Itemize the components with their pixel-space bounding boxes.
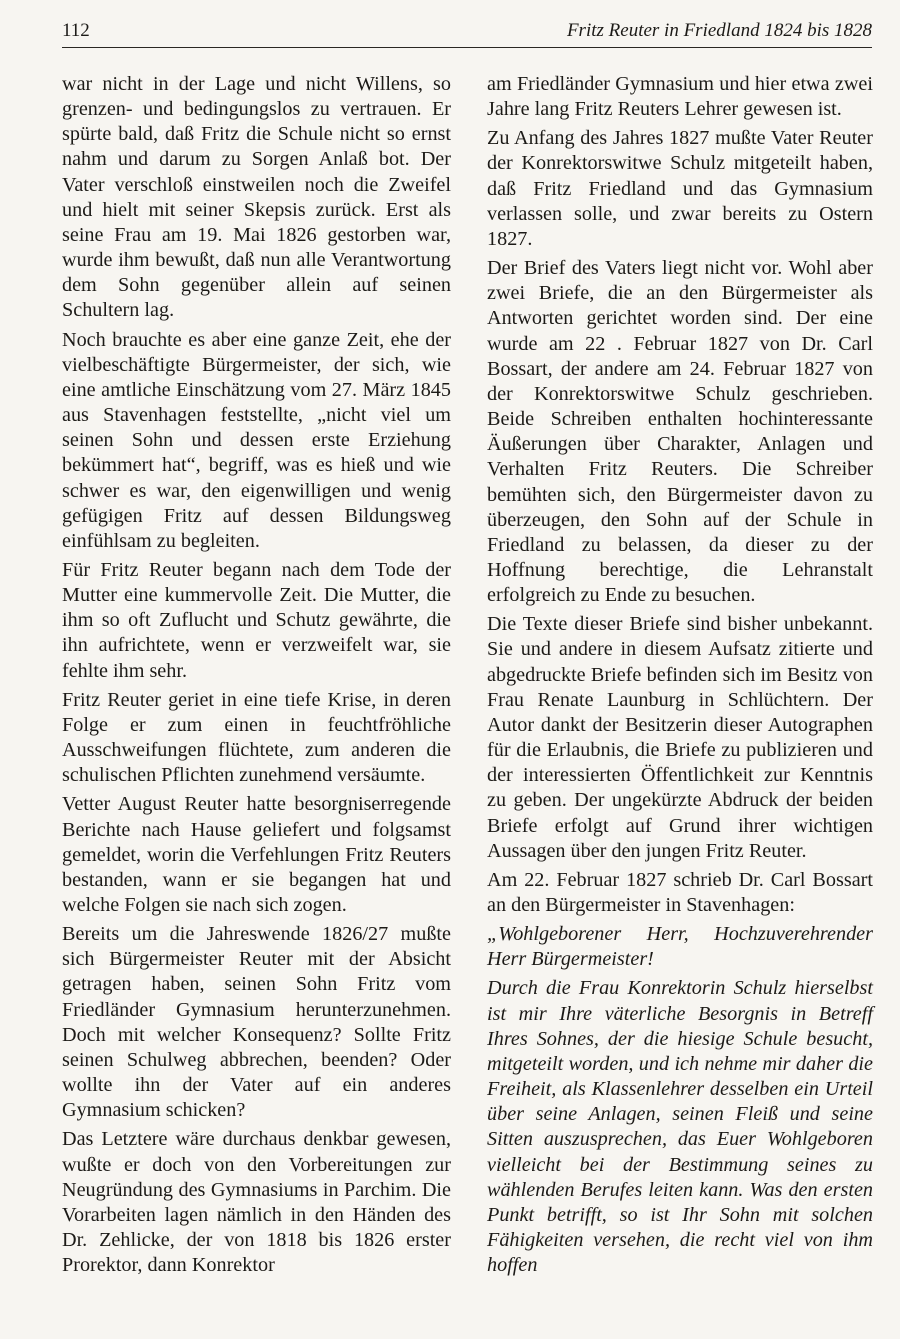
paragraph: Bereits um die Jahreswende 1826/27 mußte sich Bürgermeister Reuter mit der Absicht getragen haben, seinen Sohn Fritz vom Friedländer Gymnasium herunterzunehmen. Doch mit welcher Konsequenz? Sollte Fritz seinen Schulweg abbrechen, beenden? Oder wollte ihn der Vater auf ein anderes Gymnasium schicken? bbox=[62, 923, 451, 1122]
paragraph: am Friedländer Gymnasium und hier etwa zwei Jahre lang Fritz Reuters Lehrer gewesen ist. bbox=[487, 73, 873, 121]
paragraph: Für Fritz Reuter begann nach dem Tode der Mutter eine kummervolle Zeit. Die Mutter, die ihm so oft Zuflucht und Schutz gewährte, die ihn aufrichtete, wenn er verzweifelt war, sie fehlte ihm sehr. bbox=[62, 558, 451, 682]
paragraph: Vetter August Reuter hatte besorgniserregende Berichte nach Hause geliefert und folgsamst gemeldet, worin die Verfehlungen Fritz Reuters bestanden, wann er sie begangen hat und welche Folgen sie nach sich zogen. bbox=[62, 793, 451, 916]
paragraph: war nicht in der Lage und nicht Willens, so grenzen- und bedingungslos zu vertrauen. Er spürte bald, daß Fritz die Schule nicht so ernst nahm und darum zu Sorgen Anlaß bot. Der Vater verschloß einstweilen noch die Zweifel und hielt mit seiner Skepsis zurück. Erst als seine Frau am 19. Mai 1826 gestorben war, wurde ihm bewußt, daß nun alle Verantwortung dem Sohn gegenüber allein auf seinen Schultern lag. bbox=[62, 73, 451, 322]
paragraph: Fritz Reuter geriet in eine tiefe Krise, in deren Folge er zum einen in feuchtfröhliche Ausschweifungen flüchtete, zum anderen die schulischen Pflichten zunehmend versäumte. bbox=[62, 688, 451, 787]
paragraph: Noch brauchte es aber eine ganze Zeit, ehe der vielbeschäftigte Bürgermeister, der sich, wie eine amtliche Einschätzung vom 27. März 1845 aus Stavenhagen feststellte, „nicht viel um seinen Sohn und dessen erste Erziehung bekümmert hat“, begriff, was es hieß und wie schwer es war, den eigenwilligen und wenig gefügigen Fritz auf dessen Bildungsweg einfühlsam zu begleiten. bbox=[62, 328, 451, 552]
paragraph: Der Brief des Vaters liegt nicht vor. Wohl aber zwei Briefe, die an den Bürgermeister als Antworten gerichtet worden sind. Der eine wurde am 22 . Februar 1827 von Dr. Carl Bossart, der andere am 24. Februar 1827 von der Konrektorswitwe Schulz geschrieben. Beide Schreiben enthalten hochinteressante Äußerungen über Charakter, Anlagen und Verhalten Fritz Reuters. Die Schreiber bemühten sich, den Bürgermeister davon zu überzeugen, den Sohn auf der Schule in Friedland zu belassen, da dieser zu der Hoffnung berechtige, die Lehranstalt erfolgreich zu Ende zu besuchen. bbox=[487, 257, 873, 607]
paragraph: Die Texte dieser Briefe sind bisher unbekannt. Sie und andere in diesem Aufsatz zitierte und abgedruckte Briefe befinden sich im Besitz von Frau Renate Launburg in Schlüchtern. Der Autor dankt der Besitzerin dieser Autographen für die Erlaubnis, die Briefe zu publizieren und der interessierten Öffentlichkeit zur Kenntnis zu geben. Der ungekürzte Abdruck der beiden Briefe erfolgt auf Grund ihrer wichtigen Aussagen über den jungen Fritz Reuter. bbox=[487, 613, 873, 862]
letter-quote: Durch die Frau Konrektorin Schulz hierselbst ist mir Ihre väterliche Besorgnis in Betreff Ihres Sohnes, der die hiesige Schule besucht, mitgeteilt worden, und ich nehme mir daher die Freiheit, als Klassenlehrer desselben ein Urteil über seine Anlagen, seinen Fleiß und seine Sitten auszusprechen, das Euer Wohlgeboren vielleicht bei der Bestimmung seines zu wählenden Berufes leiten kann. Was den ersten Punkt betrifft, so ist Ihr Sohn mit solchen Fähigkeiten versehen, die recht viel von ihm hoffen bbox=[487, 977, 873, 1277]
paragraph: Am 22. Februar 1827 schrieb Dr. Carl Bossart an den Bürgermeister in Stavenhagen: bbox=[487, 868, 873, 916]
running-title: Fritz Reuter in Friedland 1824 bis 1828 bbox=[566, 20, 872, 41]
left-column bbox=[62, 72, 451, 1282]
paragraph: Das Letztere wäre durchaus denkbar gewesen, wußte er doch von den Vorbereitungen zur Neugründung des Gymnasiums in Parchim. Die Vorarbeiten lagen nämlich in den Händen des Dr. Zehlicke, der von 1818 bis 1826 erster Prorektor, dann Konrektor bbox=[62, 1128, 451, 1277]
header-rule bbox=[62, 47, 872, 48]
letter-salutation: „Wohlgeborener Herr, Hochzuverehrender Herr Bürgermeister! bbox=[487, 923, 873, 971]
page-header bbox=[62, 16, 872, 50]
page-number: 112 bbox=[62, 20, 90, 41]
right-column bbox=[487, 72, 873, 1282]
paragraph: Zu Anfang des Jahres 1827 mußte Vater Reuter der Konrektorswitwe Schulz mitgeteilt haben, daß Fritz Friedland und das Gymnasium verlassen solle, und zwar bereits zu Ostern 1827. bbox=[487, 127, 873, 250]
